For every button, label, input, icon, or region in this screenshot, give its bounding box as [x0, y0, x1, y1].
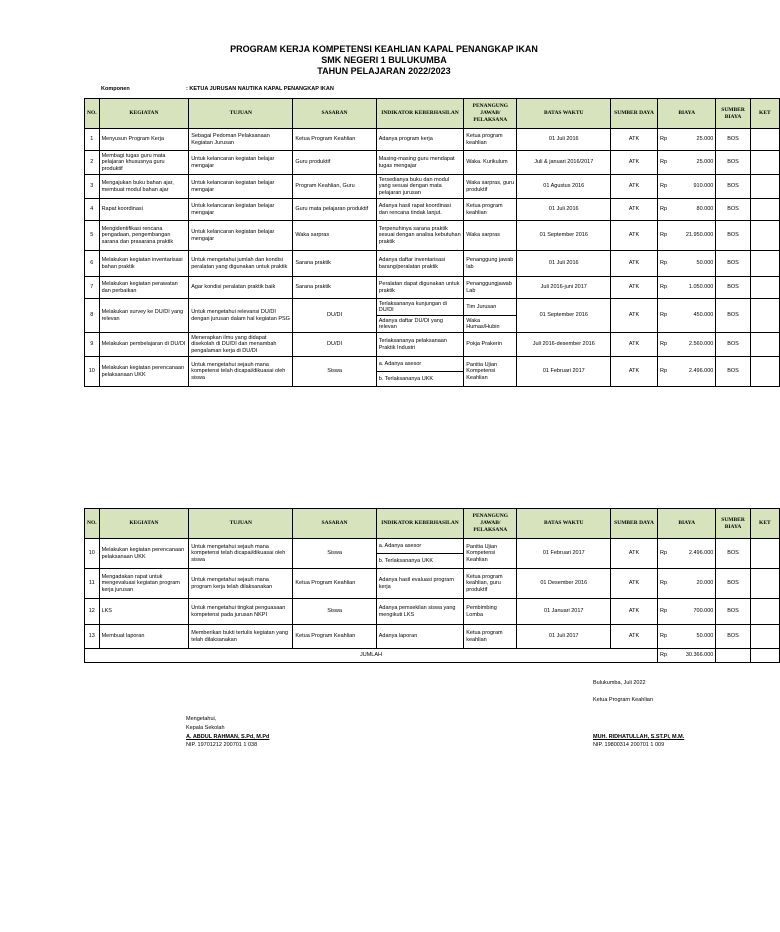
- cell-indikator: Adanya hasil evaluasi program kerja: [376, 569, 464, 599]
- program-table-1: [84, 98, 780, 387]
- cell-no: 3: [85, 175, 100, 199]
- cell-sasaran: Program Keahlian, Guru: [293, 175, 376, 199]
- title-line-2: SMK NEGERI 1 BULUKUMBA: [321, 55, 447, 65]
- col-indikator: INDIKATOR KEBERHASILAN: [376, 99, 464, 129]
- cell-indikator-2: b. Terlaksananya UKK: [376, 554, 464, 569]
- cell-kegiatan: Mengadakan rapat untuk mengevaluasi kegiatan program kerja jurusan: [99, 569, 189, 599]
- cell-no: 13: [85, 625, 100, 649]
- cell-kegiatan: Melakukan kegiatan perencanaan pelaksanaan UKK: [99, 357, 189, 387]
- table-page-1: [0, 98, 771, 405]
- sig-left-line1: Mengetahui,: [186, 716, 217, 722]
- col-indikator: INDIKATOR KEBERHASILAN: [376, 509, 464, 539]
- total-currency: Rp: [660, 652, 668, 659]
- table-row: [85, 151, 780, 175]
- col-no: NO.: [85, 99, 100, 129]
- sig-left-name: A. ABDUL RAHMAN, S.Pd, M.Pd: [186, 734, 270, 740]
- biaya-currency: Rp: [660, 608, 668, 615]
- cell-sasaran: Siswa: [293, 357, 376, 387]
- cell-penanggung-jawab: Panitia Ujian Kompetensi Keahlian: [464, 539, 517, 569]
- cell-kegiatan: Menyusun Program Kerja: [99, 129, 189, 151]
- cell-kegiatan: Melakukan kegiatan inventarisasi bahan praktik: [99, 251, 189, 277]
- cell-biaya: [658, 333, 716, 357]
- cell-ket: [750, 151, 779, 175]
- cell-ket: [750, 199, 779, 221]
- cell-sasaran: DU/DI: [293, 299, 376, 333]
- cell-biaya: [658, 539, 716, 569]
- cell-batas-waktu: 01 Agustus 2016: [517, 175, 611, 199]
- biaya-amount: 2.496.000: [688, 368, 714, 375]
- cell-tujuan: Untuk kelancaran kegiatan belajar mengajar: [189, 199, 293, 221]
- col-sumber-daya: SUMBER DAYA: [611, 509, 658, 539]
- biaya-amount: 1.050.000: [688, 284, 714, 291]
- cell-ket: [750, 357, 779, 387]
- cell-ket: [750, 569, 779, 599]
- sig-right-nip: NIP. 19800314 200701 1 009: [593, 742, 665, 748]
- cell-sumber-biaya: BOS: [716, 539, 750, 569]
- table-row: [85, 357, 780, 372]
- cell-batas-waktu: 01 Juli 2017: [517, 625, 611, 649]
- cell-ket: [750, 625, 779, 649]
- cell-biaya: [658, 569, 716, 599]
- cell-no: 1: [85, 129, 100, 151]
- cell-indikator: a. Adanya asesor: [376, 357, 464, 372]
- biaya-amount: 25.000: [696, 136, 714, 143]
- biaya-amount: 25.000: [696, 159, 714, 166]
- total-biaya: [658, 649, 716, 663]
- cell-sumber-biaya: BOS: [716, 599, 750, 625]
- cell-indikator: Masing-masing guru mendapat tugas mengajar: [376, 151, 464, 175]
- table-row: [85, 221, 780, 251]
- cell-sumber-daya: ATK: [611, 539, 658, 569]
- cell-penanggung-jawab: Ketua program keahlian: [464, 625, 517, 649]
- table-row: [85, 625, 780, 649]
- col-ket: KET: [750, 99, 779, 129]
- cell-penanggung-jawab: Ketua program keahlian: [464, 129, 517, 151]
- cell-kegiatan: Melakukan kegiatan perencanaan pelaksanaan UKK: [99, 539, 189, 569]
- cell-sumber-biaya: BOS: [716, 569, 750, 599]
- cell-indikator: Adanya hasil rapat koordinasi dan rencana tindak lanjut.: [376, 199, 464, 221]
- cell-ket: [750, 333, 779, 357]
- table-row: [85, 199, 780, 221]
- cell-batas-waktu: Juli 2016-desember 2016: [517, 333, 611, 357]
- table-row: [85, 277, 780, 299]
- cell-penanggung-jawab: Penanggungjawab Lab: [464, 277, 517, 299]
- cell-sumber-biaya: BOS: [716, 221, 750, 251]
- cell-kegiatan: Membuat laporan: [99, 625, 189, 649]
- col-batas-waktu: BATAS WAKTU: [517, 99, 611, 129]
- cell-batas-waktu: 01 Juli 2016: [517, 129, 611, 151]
- sig-left-line2: Kepala Sekolah: [186, 725, 225, 731]
- cell-sumber-biaya: BOS: [716, 299, 750, 333]
- cell-biaya: [658, 151, 716, 175]
- cell-biaya: [658, 299, 716, 333]
- cell-ket: [750, 221, 779, 251]
- cell-ket: [750, 599, 779, 625]
- cell-sumber-biaya: BOS: [716, 625, 750, 649]
- biaya-currency: Rp: [660, 159, 668, 166]
- cell-batas-waktu: 01 Februari 2017: [517, 539, 611, 569]
- biaya-currency: Rp: [660, 232, 668, 239]
- cell-penanggung-jawab: Waka sarpras: [464, 221, 517, 251]
- cell-indikator: Terpenuhinya sarana praktik sesuai dengan analisa kebutuhan praktik: [376, 221, 464, 251]
- cell-tujuan: Sebagai Pedoman Pelaksanaan Kegiatan Jurusan: [189, 129, 293, 151]
- cell-tujuan: Untuk mengetahui sejauh mana kompetensi telah dicapai/dikuasai oleh siswa: [189, 539, 293, 569]
- cell-no: 10: [85, 539, 100, 569]
- cell-sumber-daya: ATK: [611, 199, 658, 221]
- table-row: [85, 569, 780, 599]
- cell-ket: [750, 129, 779, 151]
- biaya-currency: Rp: [660, 206, 668, 213]
- cell-indikator: Terlaksananya pelaksanaan Praktik Industri: [376, 333, 464, 357]
- table-row: [85, 539, 780, 554]
- cell-kegiatan: Melakukan kegiatan perawatan dan perbaikan: [99, 277, 189, 299]
- col-penanggung-jawab: PENANGUNG JAWAB/ PELAKSANA: [464, 99, 517, 129]
- cell-sumber-biaya: BOS: [716, 333, 750, 357]
- cell-penanggung-jawab: Penanggung jawab lab: [464, 251, 517, 277]
- table-row: [85, 175, 780, 199]
- cell-kegiatan: Rapat koordinasi: [99, 199, 189, 221]
- biaya-amount: 700.000: [693, 608, 714, 615]
- cell-penanggung-jawab: Panitia Ujian Kompetensi Keahlian: [464, 357, 517, 387]
- cell-indikator: Tersedianya buku dan modul yang sesuai dengan mata pelajaran jurusan: [376, 175, 464, 199]
- cell-ket: [750, 277, 779, 299]
- cell-sumber-biaya: BOS: [716, 175, 750, 199]
- cell-batas-waktu: 01 Juli 2016: [517, 251, 611, 277]
- cell-indikator: Terlaksananya kunjungan di DU/DI: [376, 299, 464, 316]
- biaya-amount: 910.000: [693, 183, 714, 190]
- cell-penanggung-jawab: Ketua program keahlian: [464, 199, 517, 221]
- cell-kegiatan: Melakukan survey ke DU/DI yang relevan: [99, 299, 189, 333]
- cell-kegiatan: LKS: [99, 599, 189, 625]
- cell-sumber-daya: ATK: [611, 299, 658, 333]
- cell-kegiatan: Mengajukan buku bahan ajar, membuat modul bahan ajar: [99, 175, 189, 199]
- table-page-2: [0, 508, 771, 676]
- cell-sumber-daya: ATK: [611, 221, 658, 251]
- table-row: [85, 599, 780, 625]
- cell-sumber-biaya: BOS: [716, 251, 750, 277]
- cell-indikator: Adanya pemsekilan siswa yang mengikuti LKS: [376, 599, 464, 625]
- col-no: NO.: [85, 509, 100, 539]
- biaya-currency: Rp: [660, 633, 668, 640]
- cell-biaya: [658, 599, 716, 625]
- sig-right-line1: Bulukumba, Juli 2022: [593, 680, 646, 686]
- cell-penanggung-jawab: Tim Jurusan: [464, 299, 517, 316]
- cell-no: 5: [85, 221, 100, 251]
- cell-sasaran: DU/DI: [293, 333, 376, 357]
- col-sasaran: SASARAN: [293, 99, 376, 129]
- cell-biaya: [658, 175, 716, 199]
- cell-sumber-daya: ATK: [611, 625, 658, 649]
- cell-tujuan: Untuk mengetahui relevansi DU/DI dengan jurusan dalam hal kegiatan PSG: [189, 299, 293, 333]
- title-line-1: PROGRAM KERJA KOMPETENSI KEAHLIAN KAPAL PENANGKAP IKAN: [230, 44, 538, 54]
- cell-sumber-biaya: BOS: [716, 151, 750, 175]
- cell-sumber-daya: ATK: [611, 175, 658, 199]
- cell-sasaran: Siswa: [293, 539, 376, 569]
- biaya-amount: 50.000: [696, 633, 714, 640]
- cell-no: 7: [85, 277, 100, 299]
- table-header-row: [85, 509, 780, 539]
- cell-indikator: Adanya daftar inventarisasi barang/peralatan praktik: [376, 251, 464, 277]
- col-sumber-biaya: SUMBER BIAYA: [716, 509, 750, 539]
- cell-tujuan: Menerapkan ilmu yang didapat disekolah di DU/DI dan menambah pengalaman kerja di DU/DI: [189, 333, 293, 357]
- cell-penanggung-jawab: Ketua program keahlian, guru produktif: [464, 569, 517, 599]
- col-sasaran: SASARAN: [293, 509, 376, 539]
- col-sumber-biaya: SUMBER BIAYA: [716, 99, 750, 129]
- cell-ket: [750, 299, 779, 333]
- col-ket: KET: [750, 509, 779, 539]
- cell-penanggung-jawab: Waka. Kurikulum: [464, 151, 517, 175]
- biaya-currency: Rp: [660, 284, 668, 291]
- table-row: [85, 129, 780, 151]
- cell-biaya: [658, 199, 716, 221]
- cell-biaya: [658, 357, 716, 387]
- cell-batas-waktu: 01 Juli 2016: [517, 199, 611, 221]
- biaya-currency: Rp: [660, 312, 668, 319]
- cell-batas-waktu: 01 Januari 2017: [517, 599, 611, 625]
- biaya-currency: Rp: [660, 341, 668, 348]
- biaya-amount: 21.950.000: [685, 232, 714, 239]
- cell-no: 11: [85, 569, 100, 599]
- biaya-amount: 450.000: [693, 312, 714, 319]
- cell-ket: [750, 539, 779, 569]
- cell-batas-waktu: Juli & januari 2016/2017: [517, 151, 611, 175]
- biaya-amount: 2.560.000: [688, 341, 714, 348]
- biaya-currency: Rp: [660, 136, 668, 143]
- cell-tujuan: Untuk kelancaran kegiatan belajar mengajar: [189, 151, 293, 175]
- cell-indikator: Peralatan dapat digunakan untuk praktik: [376, 277, 464, 299]
- program-table-2: [84, 508, 780, 663]
- cell-batas-waktu: 01 September 2016: [517, 221, 611, 251]
- cell-sumber-daya: ATK: [611, 569, 658, 599]
- cell-sasaran: Guru mata pelajaran produktif: [293, 199, 376, 221]
- cell-sasaran: Ketua Program Keahlian: [293, 129, 376, 151]
- col-biaya: BIAYA: [658, 99, 716, 129]
- total-ket-empty: [750, 649, 779, 663]
- biaya-currency: Rp: [660, 580, 668, 587]
- cell-sumber-daya: ATK: [611, 357, 658, 387]
- cell-sasaran: Guru produktif: [293, 151, 376, 175]
- cell-penanggung-jawab: Waka sarpras, guru produktif: [464, 175, 517, 199]
- title-line-3: TAHUN PELAJARAN 2022/2023: [317, 66, 451, 76]
- cell-penanggung-jawab: Pembimbing Lomba: [464, 599, 517, 625]
- biaya-currency: Rp: [660, 183, 668, 190]
- biaya-amount: 50.000: [696, 260, 714, 267]
- cell-tujuan: Untuk kelancaran kegiatan belajar mengajar: [189, 175, 293, 199]
- cell-sumber-biaya: BOS: [716, 277, 750, 299]
- cell-ket: [750, 251, 779, 277]
- col-sumber-daya: SUMBER DAYA: [611, 99, 658, 129]
- total-sumber-empty: [716, 649, 750, 663]
- cell-tujuan: Agar kondisi peralatan praktik baik: [189, 277, 293, 299]
- biaya-currency: Rp: [660, 260, 668, 267]
- cell-batas-waktu: 01 Desember 2016: [517, 569, 611, 599]
- komponen-label: Komponen: [101, 86, 130, 92]
- cell-kegiatan: Membagi tugas guru mata pelajaran khususnya guru produktif: [99, 151, 189, 175]
- biaya-currency: Rp: [660, 368, 668, 375]
- cell-kegiatan: Melakukan pembelajaran di DU/DI: [99, 333, 189, 357]
- cell-no: 2: [85, 151, 100, 175]
- cell-no: 9: [85, 333, 100, 357]
- col-penanggung-jawab: PENANGUNG JAWAB/ PELAKSANA: [464, 509, 517, 539]
- sig-left-nip: NIP. 19701212 200701 1 038: [186, 742, 258, 748]
- cell-tujuan: Untuk kelancaran kegiatan belajar mengajar: [189, 221, 293, 251]
- cell-sasaran: Waka sarpras: [293, 221, 376, 251]
- cell-biaya: [658, 221, 716, 251]
- cell-indikator: Adanya laporan: [376, 625, 464, 649]
- col-tujuan: TUJUAN: [189, 509, 293, 539]
- cell-tujuan: Untuk mengetahui sejauh mana program kerja telah dilaksanakan: [189, 569, 293, 599]
- cell-sumber-daya: ATK: [611, 277, 658, 299]
- cell-sasaran: Sarana praktik: [293, 277, 376, 299]
- col-kegiatan: KEGIATAN: [99, 509, 189, 539]
- cell-no: 12: [85, 599, 100, 625]
- col-batas-waktu: BATAS WAKTU: [517, 509, 611, 539]
- cell-batas-waktu: Juli 2016-juni 2017: [517, 277, 611, 299]
- cell-biaya: [658, 277, 716, 299]
- cell-batas-waktu: 01 September 2016: [517, 299, 611, 333]
- cell-tujuan: Untuk mengetahui jumlah dan kondisi peralatan yang digunakan untuk praktik: [189, 251, 293, 277]
- komponen-value: : KETUA JURUSAN NAUTIKA KAPAL PENANGKAP IKAN: [186, 86, 334, 92]
- cell-indikator: Adanya program kerja: [376, 129, 464, 151]
- sig-right-name: MUH. RIDHATULLAH, S.ST.Pi, M.M.: [593, 734, 685, 740]
- cell-ket: [750, 175, 779, 199]
- cell-no: 10: [85, 357, 100, 387]
- cell-sasaran: Siswa: [293, 599, 376, 625]
- cell-sumber-daya: ATK: [611, 151, 658, 175]
- cell-sasaran: Ketua Program Keahlian: [293, 569, 376, 599]
- cell-no: 6: [85, 251, 100, 277]
- total-row: [85, 649, 780, 663]
- cell-sumber-biaya: BOS: [716, 129, 750, 151]
- cell-tujuan: Untuk mengetahui tingkat penguasaan kompetensi pada jurusan NKPI: [189, 599, 293, 625]
- biaya-amount: 2.496.000: [688, 550, 714, 557]
- cell-indikator-2: Adanya daftar DU/DI yang relevan: [376, 316, 464, 333]
- col-tujuan: TUJUAN: [189, 99, 293, 129]
- cell-no: 8: [85, 299, 100, 333]
- cell-tujuan: Memberikan bukti tertulis kegiatan yang telah dilaksanakan: [189, 625, 293, 649]
- sig-right-line2: Ketua Program Keahlian: [593, 697, 653, 703]
- cell-sumber-daya: ATK: [611, 129, 658, 151]
- cell-sumber-biaya: BOS: [716, 199, 750, 221]
- table-row: [85, 333, 780, 357]
- cell-tujuan: Untuk mengetahui sejauh mana kompetensi telah dicapai/dikuasai oleh siswa: [189, 357, 293, 387]
- biaya-amount: 80.000: [696, 206, 714, 213]
- table-row: [85, 299, 780, 316]
- cell-kegiatan: Mengidentifikasi rencana pengadaan, pengembangan sarana dan prasarana praktik: [99, 221, 189, 251]
- cell-indikator-2: b. Terlaksananya UKK: [376, 372, 464, 387]
- biaya-amount: 20.000: [696, 580, 714, 587]
- cell-indikator: a. Adanya asesor: [376, 539, 464, 554]
- cell-sasaran: Sarana praktik: [293, 251, 376, 277]
- cell-no: 4: [85, 199, 100, 221]
- cell-biaya: [658, 625, 716, 649]
- table-row: [85, 251, 780, 277]
- cell-penanggung-jawab-2: Waka Humas/Hubin: [464, 316, 517, 333]
- biaya-currency: Rp: [660, 550, 668, 557]
- cell-biaya: [658, 129, 716, 151]
- total-amount: 30.366.000: [685, 652, 714, 659]
- cell-biaya: [658, 251, 716, 277]
- col-kegiatan: KEGIATAN: [99, 99, 189, 129]
- table-header-row: [85, 99, 780, 129]
- cell-batas-waktu: 01 Februari 2017: [517, 357, 611, 387]
- cell-sasaran: Ketua Program Keahlian: [293, 625, 376, 649]
- cell-sumber-daya: ATK: [611, 333, 658, 357]
- cell-penanggung-jawab: Pokja Prakerin: [464, 333, 517, 357]
- cell-sumber-daya: ATK: [611, 251, 658, 277]
- col-biaya: BIAYA: [658, 509, 716, 539]
- total-label: JUMLAH: [85, 649, 658, 663]
- cell-sumber-daya: ATK: [611, 599, 658, 625]
- cell-sumber-biaya: BOS: [716, 357, 750, 387]
